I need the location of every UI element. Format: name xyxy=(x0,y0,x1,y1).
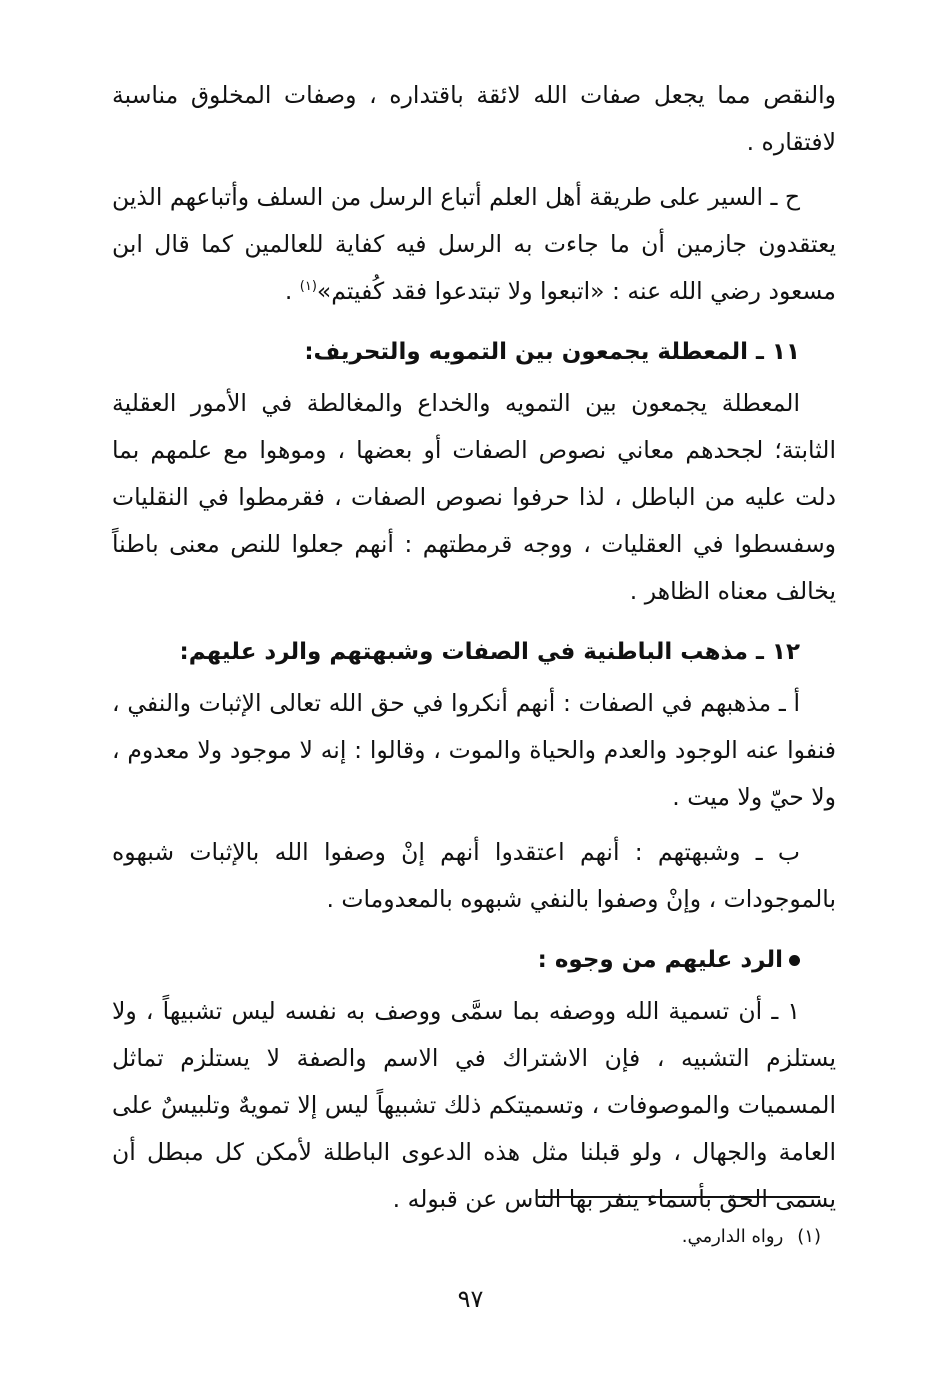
spacer xyxy=(112,923,836,931)
paragraph-salaf-method-end: . xyxy=(284,277,300,305)
paragraph-intro: والنقص مما يجعل صفات الله لائقة باقتداره ، وصفات المخلوق مناسبة لافتقاره . xyxy=(112,81,836,156)
spacer xyxy=(112,615,836,623)
section-heading-11: ١١ ـ المعطلة يجمعون بين التمويه والتحريف: xyxy=(304,339,800,365)
spacer xyxy=(112,821,836,829)
footnote-divider xyxy=(538,1196,820,1198)
footnote-reference: (١) xyxy=(299,279,317,295)
paragraph-batiniyya-doubt: ب ـ وشبهتهم : أنهم اعتقدوا أنهم إنْ وصفوا الله بالإثبات شبهوه بالموجودات ، وإنْ وصفوا بالنفي شبهوه بالمعدومات . xyxy=(112,838,836,913)
bullet-heading-text: الرد عليهم من وجوه : xyxy=(537,947,783,973)
spacer xyxy=(112,166,836,174)
paragraph-refutation-1: ١ ـ أن تسمية الله ووصفه بما سمَّى ووصف به نفسه ليس تشبيهاً ، ولا يستلزم التشبيه ، فإن الاشتراك في الاسم والصفة لا يستلزم تماثل المسميات والموصوفات ، وتسميتكم ذلك تشبيهاً ليس إلا تمويهٌ وتلبيسٌ على العامة والجهال ، ولو قبلنا مثل هذه الدعوى الباطلة لأمكن كل مبطل أن يسمى الحق بأسماء ينفر بها الناس عن قبوله . xyxy=(112,997,836,1213)
footnote-number: (١) xyxy=(797,1226,821,1247)
paragraph-salaf-method xyxy=(112,174,836,315)
bullet-heading xyxy=(112,937,836,984)
page-number: ٩٧ xyxy=(457,1285,484,1313)
page-body xyxy=(112,72,836,1223)
bullet-dot-icon xyxy=(789,955,800,966)
spacer xyxy=(112,315,836,323)
paragraph-batiniyya-doctrine: أ ـ مذهبهم في الصفات : أنهم أنكروا في حق الله تعالى الإثبات والنفي ، فنفوا عنه الوجود والعدم والحياة والموت ، وقالوا : إنه لا موجود ولا معدوم ، ولا حيّ ولا ميت . xyxy=(112,689,836,811)
paragraph-salaf-method-text: ح ـ السير على طريقة أهل العلم أتباع الرسل من السلف وأتباعهم الذين يعتقدون جازمين أن ما جاءت به الرسل فيه كفاية للعالمين كما قال ابن مسعود رضي الله عنه : «اتبعوا ولا تبتدعوا فقد كُفيتم» xyxy=(112,183,836,305)
footnote xyxy=(682,1222,821,1252)
paragraph-muattila: المعطلة يجمعون بين التمويه والخداع والمغالطة في الأمور العقلية الثابتة؛ لجحدهم معاني نصوص الصفات أو بعضها ، وموهوا مع علمهم بما دلت عليه من الباطل ، لذا حرفوا نصوص الصفات ، فقرمطوا في النقليات وسفسطوا في العقليات ، ووجه قرمطتهم : أنهم جعلوا للنص معنى باطناً يخالف معناه الظاهر . xyxy=(112,389,836,605)
footnote-text: رواه الدارمي. xyxy=(681,1226,784,1247)
section-heading-12: ١٢ ـ مذهب الباطنية في الصفات وشبهتهم والرد عليهم: xyxy=(179,639,800,665)
